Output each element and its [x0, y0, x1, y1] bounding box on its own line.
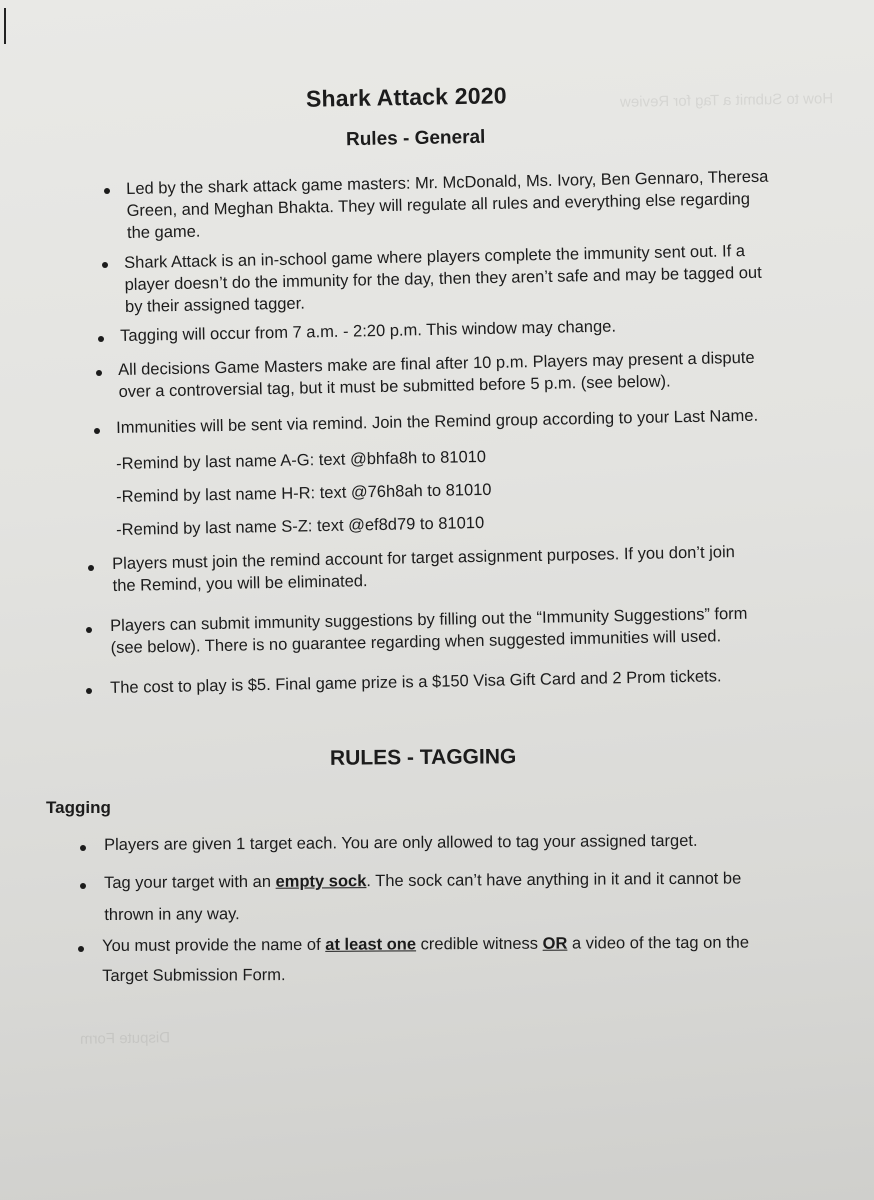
- rule-line: by their assigned tagger.: [124, 294, 305, 316]
- rule-line: Players are given 1 target each. You are only allowed to tag your assigned target.: [104, 831, 698, 854]
- rule-emphasis: at least one: [325, 935, 417, 954]
- bullet: [104, 188, 110, 194]
- tagging-rules-heading: RULES - TAGGING: [329, 745, 517, 770]
- rule-emphasis: empty sock: [275, 872, 367, 891]
- rule-text: You must provide the name of: [102, 935, 326, 955]
- bullet: [78, 946, 84, 952]
- rule-witness-or-video: [102, 932, 749, 987]
- rule-line: [104, 868, 741, 894]
- document-title: Shark Attack 2020: [305, 82, 507, 112]
- remind-code-s-z: -Remind by last name S-Z: text @ef8d79 to 81010: [116, 513, 485, 539]
- rule-line: Target Submission Form.: [102, 966, 286, 985]
- tagging-subheading: Tagging: [46, 798, 111, 817]
- bullet: [80, 845, 86, 851]
- bullet: [86, 688, 92, 694]
- rule-immunity-game: [124, 240, 762, 318]
- rule-empty-sock: [104, 868, 742, 926]
- rule-line: Players can submit immunity suggestions by filling out the “Immunity Suggestions” form: [110, 604, 748, 635]
- rule-line: Players must join the remind account for target assignment purposes. If you don’t join: [112, 543, 736, 573]
- rule-line: thrown in any way.: [104, 905, 240, 924]
- rule-text: Tag your target with an: [104, 872, 276, 892]
- bullet: [86, 627, 92, 633]
- bullet: [80, 883, 86, 889]
- bleed-through: How to Submit a Tag for Review: [619, 90, 834, 111]
- rule-line: All decisions Game Masters make are final after 10 p.m. Players may present a dispute: [118, 348, 755, 379]
- rule-line: [102, 932, 749, 957]
- bleed-through: Dispute Form: [79, 1029, 171, 1048]
- rule-line: the Remind, you will be eliminated.: [112, 572, 368, 595]
- rule-decisions-final: [118, 347, 755, 403]
- remind-code-a-g: -Remind by last name A-G: text @bhfa8h to 81010: [116, 447, 487, 473]
- rule-line: Tagging will occur from 7 a.m. - 2:20 p.m. This window may change.: [120, 317, 617, 345]
- rule-text: . The sock can’t have anything in it and it cannot be: [366, 869, 742, 891]
- rule-game-masters: [126, 166, 769, 244]
- rule-tagging-window: [120, 315, 616, 347]
- page-edge-mark: [4, 8, 6, 44]
- rule-line: player doesn’t do the immunity for the day, then they aren’t safe and may be tagged out: [124, 263, 762, 294]
- rule-one-target: [104, 830, 698, 856]
- rule-line: Shark Attack is an in-school game where players complete the immunity sent out. If a: [124, 242, 746, 272]
- rule-line: Green, and Meghan Bhakta. They will regulate all rules and everything else regarding: [126, 190, 751, 220]
- rule-line: over a controversial tag, but it must be submitted before 5 p.m. (see below).: [118, 372, 671, 401]
- rule-line: (see below). There is no guarantee regarding when suggested immunities will used.: [110, 627, 722, 657]
- bullet: [96, 370, 102, 376]
- rule-text: a video of the tag on the: [567, 933, 750, 953]
- rule-line: Led by the shark attack game masters: Mr. McDonald, Ms. Ivory, Ben Gennaro, Theresa: [126, 167, 769, 198]
- rule-line: the game.: [126, 222, 201, 242]
- general-rules-heading: Rules - General: [345, 126, 486, 151]
- rule-immunity-suggestions: [110, 603, 748, 659]
- rule-line: The cost to play is $5. Final game prize is a $150 Visa Gift Card and 2 Prom tickets.: [110, 667, 722, 697]
- rule-emphasis: OR: [542, 934, 568, 953]
- bullet: [88, 565, 94, 571]
- remind-code-h-r: -Remind by last name H-R: text @76h8ah to 81010: [116, 480, 492, 506]
- bullet: [98, 336, 104, 342]
- rule-cost-prize: [110, 665, 722, 699]
- rule-join-remind: [112, 541, 735, 597]
- rule-text: credible witness: [416, 934, 543, 954]
- rule-line: Immunities will be sent via remind. Join the Remind group according to your Last Name.: [116, 406, 759, 437]
- rule-remind-immunities: [116, 405, 758, 439]
- bullet: [102, 262, 108, 268]
- bullet: [94, 428, 100, 434]
